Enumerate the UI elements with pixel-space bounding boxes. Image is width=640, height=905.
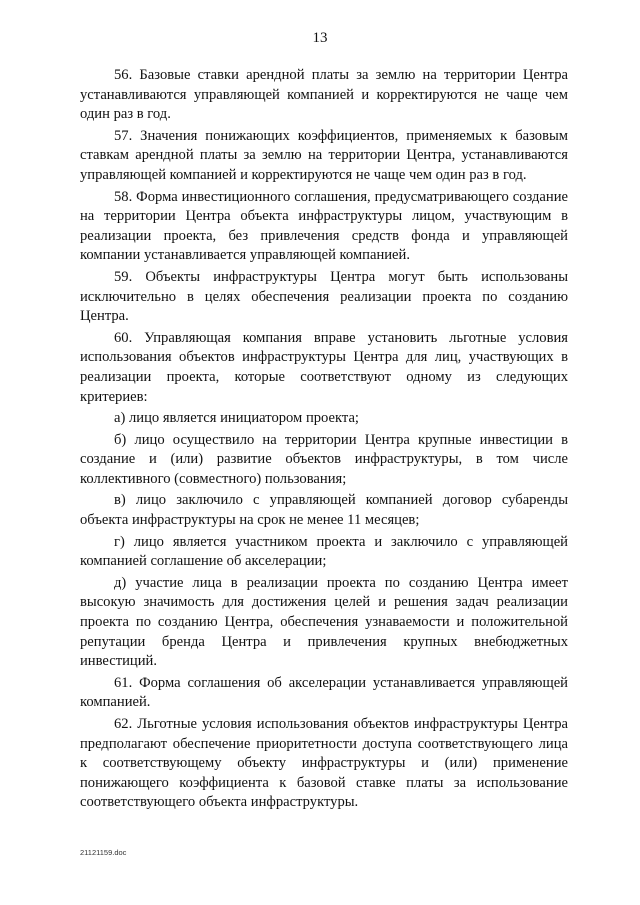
- paragraph-62: 62. Льготные условия использования объектов инфраструктуры Центра предполагают обеспечение приоритетности доступа соответствующего лица к соответствующему объекту инфраструктуры и (или) применение понижающего коэффициента к базовой ставке платы за использование соответствующего объекта инфраструктуры.: [80, 716, 568, 811]
- paragraph-60: 60. Управляющая компания вправе установить льготные условия использования объектов инфраструктуры Центра для лиц, участвующих в реализации проекта, которые соответствуют одному из следующих критериев:: [80, 329, 568, 405]
- paragraph-61: 61. Форма соглашения об акселерации устанавливается управляющей компанией.: [80, 674, 568, 711]
- list-item-g: г) лицо является участником проекта и заключило с управляющей компанией соглашение об акселерации;: [80, 533, 568, 570]
- footer-filename: 21121159.doc: [80, 848, 127, 857]
- document-body: [80, 66, 568, 815]
- paragraph-57: 57. Значения понижающих коэффициентов, применяемых к базовым ставкам арендной платы за землю на территории Центра, устанавливаются управляющей компанией и корректируются не чаще чем один раз в год.: [80, 127, 568, 183]
- paragraph-59: 59. Объекты инфраструктуры Центра могут быть использованы исключительно в целях обеспечения реализации проекта по созданию Центра.: [80, 268, 568, 325]
- paragraph-58: 58. Форма инвестиционного соглашения, предусматривающего создание на территории Центра объекта инфраструктуры лицом, участвующим в реализации проекта, без привлечения средств фонда и управляющей компании устанавливается управляющей компанией.: [80, 188, 568, 264]
- list-item-b: б) лицо осуществило на территории Центра крупные инвестиции в создание и (или) развитие объектов инфраструктуры, в том числе коллективного (совместного) пользования;: [80, 431, 568, 487]
- list-item-d: д) участие лица в реализации проекта по созданию Центра имеет высокую значимость для достижения целей и решения задач реализации проекта по созданию Центра, обеспечения узнаваемости и положительной репутации бренда Центра и привлечения крупных внебюджетных инвестиций.: [80, 574, 568, 670]
- list-item-v: в) лицо заключило с управляющей компанией договор субаренды объекта инфраструктуры на срок не менее 11 месяцев;: [80, 492, 568, 529]
- list-item-a: а) лицо является инициатором проекта;: [114, 410, 359, 427]
- paragraph-56: 56. Базовые ставки арендной платы за землю на территории Центра устанавливаются управляющей компанией и корректируются не чаще чем один раз в год.: [80, 67, 568, 123]
- page-number: 13: [312, 30, 328, 46]
